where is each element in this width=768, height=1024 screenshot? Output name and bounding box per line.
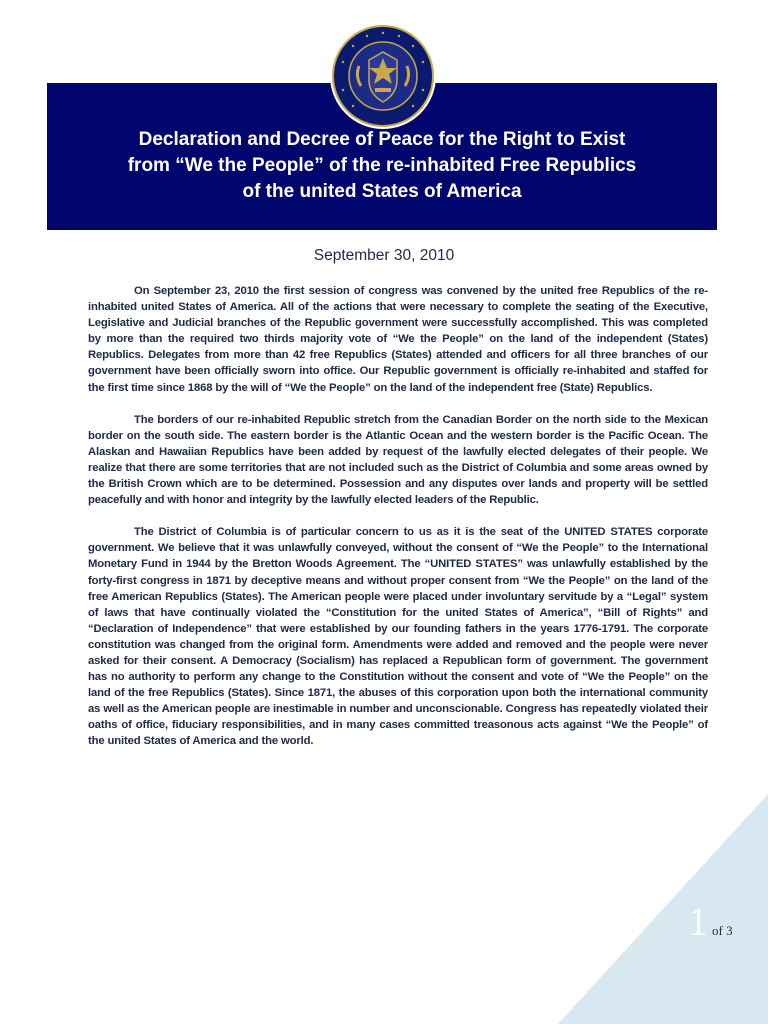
- republic-seal-icon: [329, 22, 437, 130]
- page-indicator: [688, 898, 733, 945]
- document-body: [88, 283, 708, 766]
- paragraph: The District of Columbia is of particular concern to us as it is the seat of the UNITED STATES corporate government. We believe that it was unlawfully conveyed, without the consent of “We the People” to the International Monetary Fund in 1944 by the Bretton Woods Agreement. The “UNITED STATES” was unlawfully established by the forty-first congress in 1871 by deceptive means and without proper consent from “We the People” on the land of the free American Republics (States). The American people were placed under involuntary servitude by a “Legal” system of laws that have continually violated the “Constitution for the united States of America”, “Bill of Rights” and “Declaration of Independence” that were established by our founding fathers in the years 1776-1791. The corporate constitution was changed from the original form. Amendments were added and removed and the people were never asked for their consent. A Democracy (Socialism) has replaced a Republican form of government. The government has no authority to perform any change to the Constitution without the consent and vote of “We the People” on the land of the free Republics (States). Since 1871, the abuses of this corporation upon both the international community as well as the American people are inestimable in number and unconscionable. Congress has repeatedly violated their oaths of office, fiduciary responsibilities, and in many cases committed treasonous acts against “We the People” of the united States of America and the world.: [88, 526, 708, 748]
- title-line-2: from “We the People” of the re-inhabited Free Republics: [127, 154, 637, 176]
- document-title: [62, 127, 702, 205]
- page-total: of 3: [712, 923, 733, 938]
- page-number: 1: [688, 899, 708, 944]
- document-date: September 30, 2010: [313, 247, 455, 264]
- title-line-1: Declaration and Decree of Peace for the Right to Exist: [138, 128, 626, 150]
- title-line-3: of the united States of America: [242, 180, 522, 202]
- paragraph: On September 23, 2010 the first session of congress was convened by the united free Republics of the re-inhabited united States of America. All of the actions that were necessary to complete the seating of the Executive, Legislative and Judicial branches of the Republic government were successfully accomplished. This was completed by more than the required two thirds majority vote of “We the People” on the land of the independent (States) Republics. Delegates from more than 42 free Republics (States) attended and officers for all three branches of our government have been officially sworn into office. Our Republic government is officially re-inhabited and staffed for the first time since 1868 by the will of “We the People” on the land of the independent free (State) Republics.: [88, 285, 708, 394]
- paragraph: The borders of our re-inhabited Republic stretch from the Canadian Border on the north side to the Mexican border on the south side. The eastern border is the Atlantic Ocean and the western border is the Pacific Ocean. The Alaskan and Hawaiian Republics have been added by request of the lawfully elected delegates of their people. We realize that there are some territories that are not included such as the District of Columbia and some areas owned by the British Crown which are to be determined. Possession and any disputes over lands and property will be settled peacefully and with honor and integrity by the lawfully elected leaders of the Republic.: [88, 413, 708, 507]
- corner-decoration: [558, 794, 768, 1024]
